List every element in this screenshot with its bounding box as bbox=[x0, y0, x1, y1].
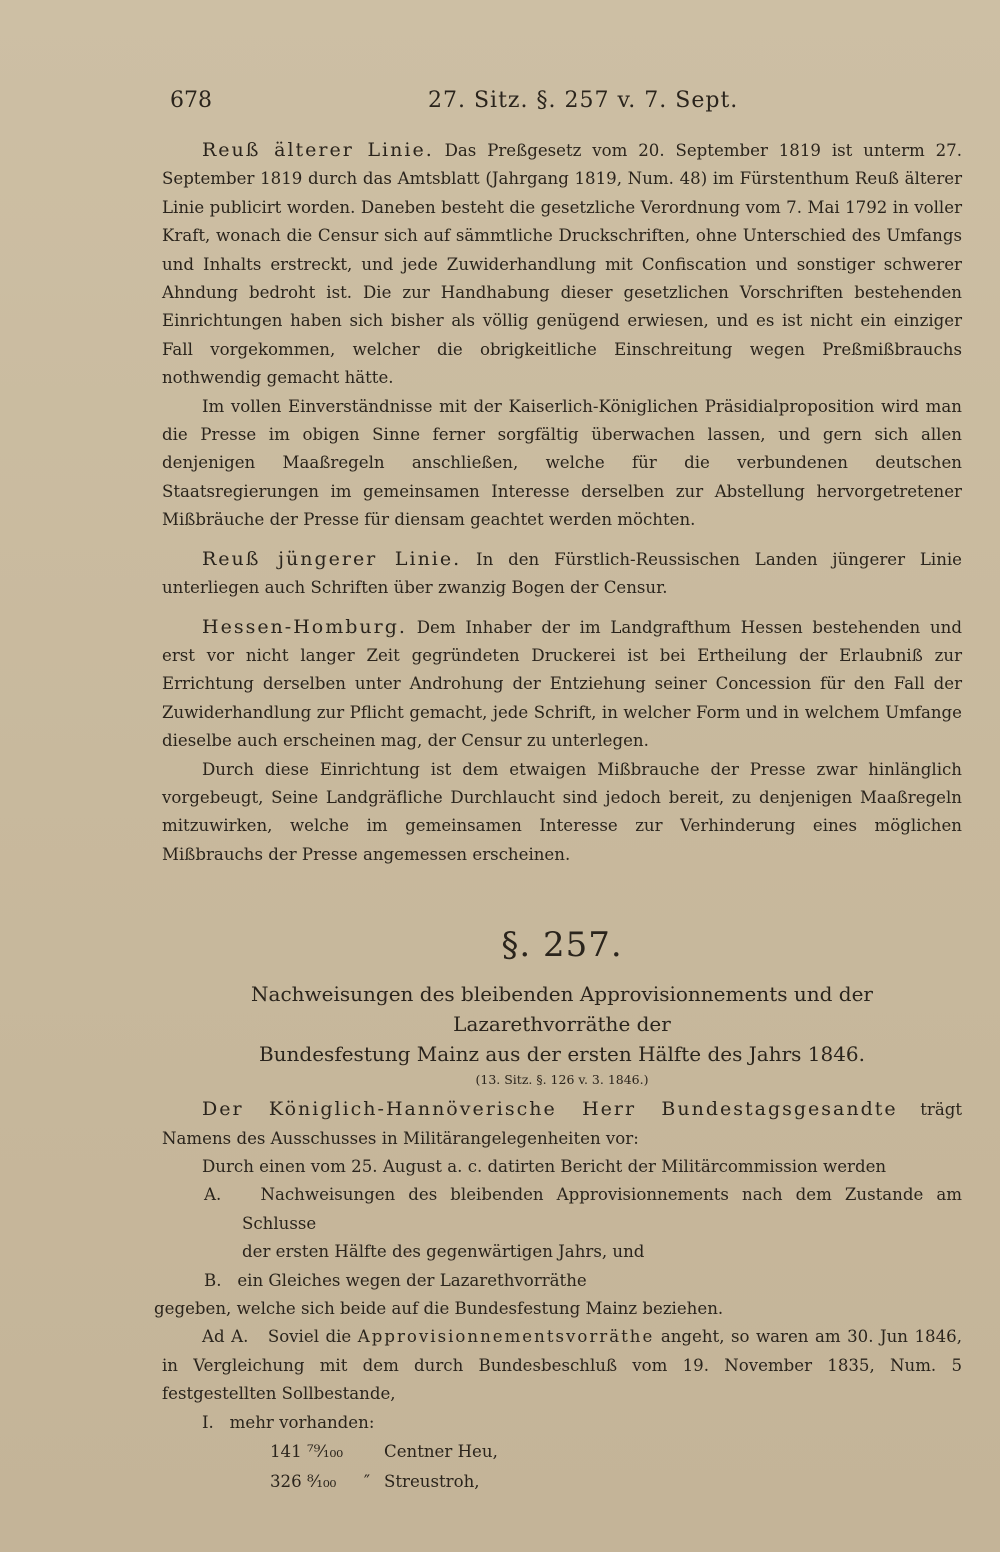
session-reference: 27. Sitz. §. 257 v. 7. Sept. bbox=[428, 88, 739, 113]
paragraph-hessen-homburg-2: Durch diese Einrichtung ist dem etwaigen Mißbrauche der Presse zwar hinlänglich vorgebeugt, Seine Landgräfliche Durchlaucht sind jedoch bereit, zu denjenigen Maaßregeln mitzuwirken, welche im gemeinsamen Interesse zur Verhinderung eines möglichen Mißbrauchs der Presse angemessen erscheinen. bbox=[162, 759, 962, 864]
list-text: ein Gleiches wegen der Lazarethvorräthe bbox=[237, 1270, 587, 1290]
quantity-amount: 326 ⁸⁄₁₀₀ bbox=[270, 1472, 337, 1492]
list-item-b bbox=[162, 1267, 962, 1295]
paragraph-text: Dem Inhaber der im Landgrafthum Hessen bestehenden und erst vor nicht langer Zeit gegründeten Druckerei ist bei Ertheilung der Erlaubniß zur Errichtung derselben unter Androhung der Entziehung seiner Concession für den Fall der Zuwiderhandlung zur Pflicht gemacht, jede Schrift, in welcher Form und in welchem Umfange dieselbe auch erscheinen mag, der Censur zu unterlegen. bbox=[162, 617, 962, 751]
quantity-item: Streustroh, bbox=[384, 1472, 480, 1492]
list-text: Nachweisungen des bleibenden Approvisionnements nach dem Zustande am Schlusse bbox=[242, 1185, 962, 1233]
section-title-line-2: Bundesfestung Mainz aus der ersten Hälfte des Jahrs 1846. bbox=[258, 1042, 866, 1067]
heading-hessen-homburg: Hessen-Homburg. bbox=[202, 615, 407, 638]
section-number: §. 257. bbox=[501, 925, 623, 966]
paragraph-ad-a bbox=[162, 1323, 962, 1408]
section-title-line-1: Nachweisungen des bleibenden Approvisionnements und der Lazarethvorräthe der bbox=[251, 982, 873, 1037]
roman-text: mehr vorhanden: bbox=[229, 1412, 375, 1432]
paragraph-text: In den Fürstlich-Reussischen Landen jüngerer Linie unterliegen auch Schriften über zwanzig Bogen der Censur. bbox=[162, 549, 963, 598]
roman-label: I. bbox=[202, 1412, 214, 1432]
list-label: B. bbox=[204, 1270, 222, 1290]
paragraph-text: Das Preßgesetz vom 20. September 1819 ist unterm 27. September 1819 durch das Amtsblatt (Jahrgang 1819, Num. 48) im Fürstenthum Reuß älterer Linie publicirt worden. Daneben besteht die gesetzliche Verordnung vom 7. Mai 1792 in voller Kraft, wonach die Censur sich auf sämmtliche Druckschriften, ohne Unterschied des Umfangs und Inhalts erstreckt, und jede Zuwiderhandlung mit Confiscation und sonstiger schwerer Ahndung bedroht ist. Die zur Handhabung dieser gesetzlichen Vorschriften bestehenden Einrichtungen haben sich bisher als völlig genügend erwiesen, und es ist nicht ein einziger Fall vorgekommen, welcher die obrigkeitliche Einschreitung wegen Preßmißbrauchs nothwendig gemacht hätte. bbox=[162, 141, 962, 388]
roman-item-i bbox=[162, 1409, 962, 1437]
paragraph-intro bbox=[162, 1095, 962, 1153]
quantity-row bbox=[270, 1437, 962, 1467]
quantity-list bbox=[162, 1437, 962, 1497]
section-cross-reference: (13. Sitz. §. 126 v. 3. 1846.) bbox=[475, 1072, 649, 1088]
paragraph-text: angeht, so waren am 30. Jun 1846, in Vergleichung mit dem durch Bundesbeschluß vom 19. November 1835, Num. 5 festgestellten Sollbestande, bbox=[162, 1327, 962, 1404]
paragraph-report: Durch einen vom 25. August a. c. datirten Bericht der Militärcommission werden bbox=[202, 1156, 887, 1176]
paragraph-hessen-homburg-1 bbox=[162, 613, 962, 756]
quantity-item: Centner Heu, bbox=[384, 1442, 498, 1462]
paragraph-reuss-aelterer-1 bbox=[162, 136, 962, 393]
paragraph-reuss-aelterer-2: Im vollen Einverständnisse mit der Kaiserlich-Königlichen Präsidialproposition wird man die Presse im obigen Sinne ferner sorgfältig überwachen lassen, und gern sich allen denjenigen Maaßregeln anschließen, welche für die verbundenen deutschen Staatsregierungen im gemeinsamen Interesse derselben zur Abstellung hervorgetretener Mißbräuche der Presse für diensam geachtet werden möchten. bbox=[162, 396, 962, 530]
emphasis-term: Approvisionnementsvorräthe bbox=[357, 1327, 655, 1347]
paragraph-given: gegeben, welche sich beide auf die Bundesfestung Mainz beziehen. bbox=[154, 1299, 724, 1318]
running-head bbox=[170, 88, 940, 118]
quantity-amount: 141 ⁷⁹⁄₁₀₀ bbox=[270, 1442, 343, 1462]
intro-speaker: Der Königlich-Hannöverische Herr Bundestagsgesandte bbox=[202, 1098, 898, 1121]
ad-a-label: Ad A. bbox=[202, 1327, 249, 1347]
quantity-unit: ″ bbox=[363, 1472, 371, 1492]
paragraph-reuss-juengerer bbox=[162, 545, 962, 603]
paragraph-text: trägt Namens des Ausschusses in Militärangelegenheiten vor: bbox=[162, 1100, 963, 1148]
quantity-row bbox=[270, 1467, 962, 1497]
list-item-a bbox=[162, 1181, 962, 1238]
page-body bbox=[154, 136, 963, 1497]
heading-reuss-juengerer: Reuß jüngerer Linie. bbox=[202, 547, 462, 570]
page-number: 678 bbox=[170, 88, 212, 113]
paragraph-text: Soviel die bbox=[267, 1327, 352, 1347]
list-item-a-continuation: der ersten Hälfte des gegenwärtigen Jahrs, und bbox=[242, 1242, 645, 1262]
heading-reuss-aelterer: Reuß älterer Linie. bbox=[202, 139, 434, 161]
list-label: A. bbox=[204, 1185, 222, 1205]
